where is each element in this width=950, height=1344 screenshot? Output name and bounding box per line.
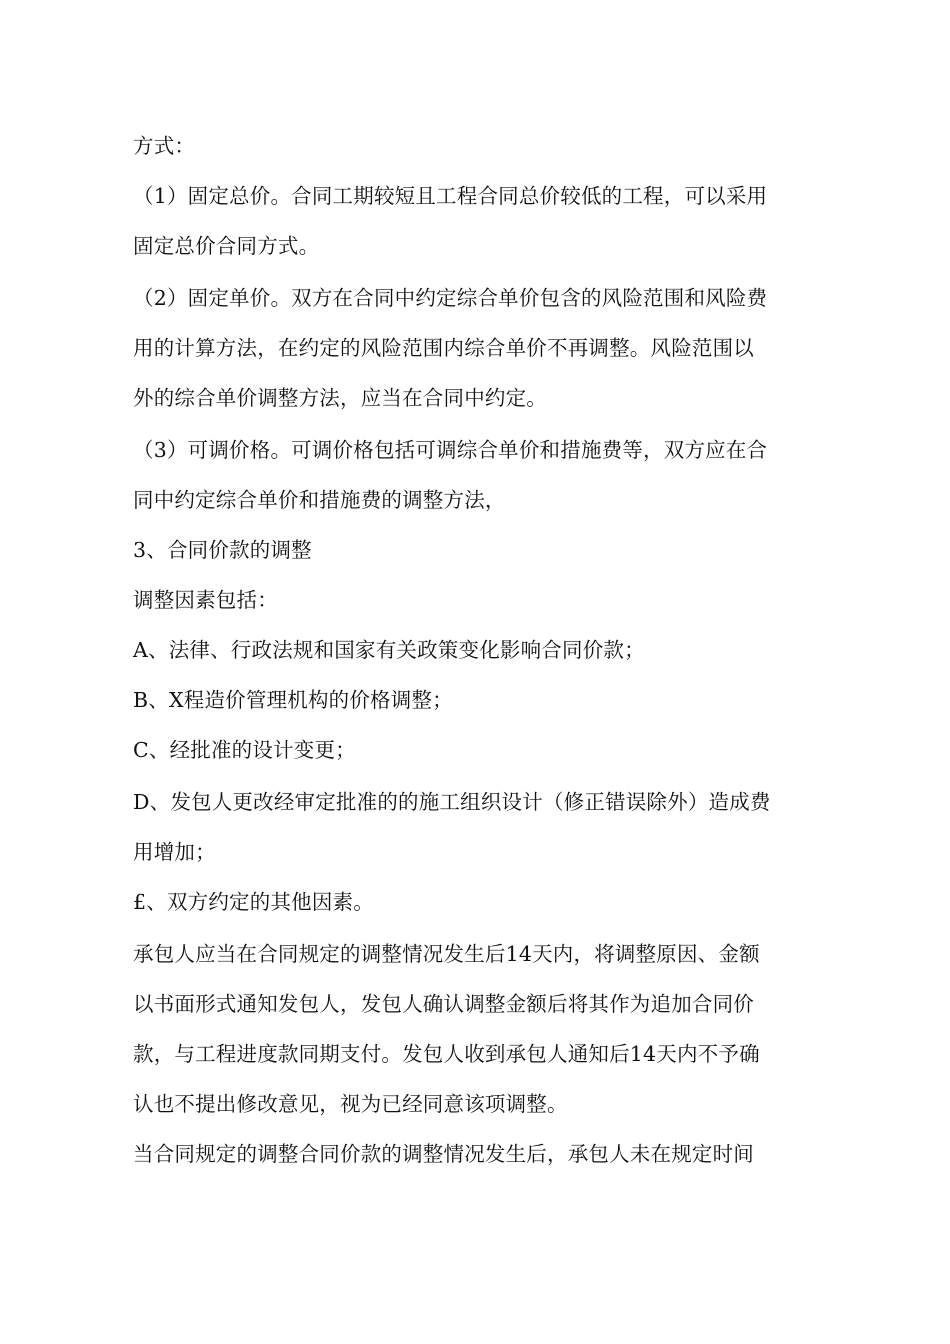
text-line: 用增加； bbox=[133, 840, 216, 864]
text-line: 以书面形式通知发包人，发包人确认调整金额后将其作为追加合同价 bbox=[133, 992, 754, 1016]
list-item: C、经批准的设计变更； bbox=[133, 738, 356, 762]
list-item: D、发包人更改经审定批准的的施工组织设计（修正错误除外）造成费 bbox=[133, 790, 771, 814]
text-line: 外的综合单价调整方法，应当在合同中约定。 bbox=[133, 386, 547, 410]
text-line: 当合同规定的调整合同价款的调整情况发生后，承包人未在规定时间 bbox=[133, 1142, 754, 1166]
text-line: 同中约定综合单价和措施费的调整方法， bbox=[133, 488, 506, 512]
list-item: B、X程造价管理机构的价格调整； bbox=[133, 688, 453, 712]
text-line: 承包人应当在合同规定的调整情况发生后14天内，将调整原因、金额 bbox=[133, 942, 760, 966]
text-line: 方式： bbox=[133, 134, 196, 158]
text-line: 款，与工程进度款同期支付。发包人收到承包人通知后14天内不予确 bbox=[133, 1042, 760, 1066]
text-line: （2）固定单价。双方在合同中约定综合单价包含的风险范围和风险费 bbox=[133, 286, 768, 310]
list-item: A、法律、行政法规和国家有关政策变化影响合同价款； bbox=[133, 638, 645, 662]
text-line: 调整因素包括： bbox=[133, 588, 278, 612]
text-line: 用的计算方法，在约定的风险范围内综合单价不再调整。风险范围以 bbox=[133, 336, 754, 360]
text-line: 认也不提出修改意见，视为已经同意该项调整。 bbox=[133, 1092, 568, 1116]
text-line: （3）可调价格。可调价格包括可调综合单价和措施费等，双方应在合 bbox=[133, 438, 768, 462]
list-item: £、双方约定的其他因素。 bbox=[133, 890, 374, 914]
text-line: 固定总价合同方式。 bbox=[133, 234, 320, 258]
section-heading: 3、合同价款的调整 bbox=[133, 538, 312, 562]
text-line: （1）固定总价。合同工期较短且工程合同总价较低的工程，可以采用 bbox=[133, 184, 768, 208]
